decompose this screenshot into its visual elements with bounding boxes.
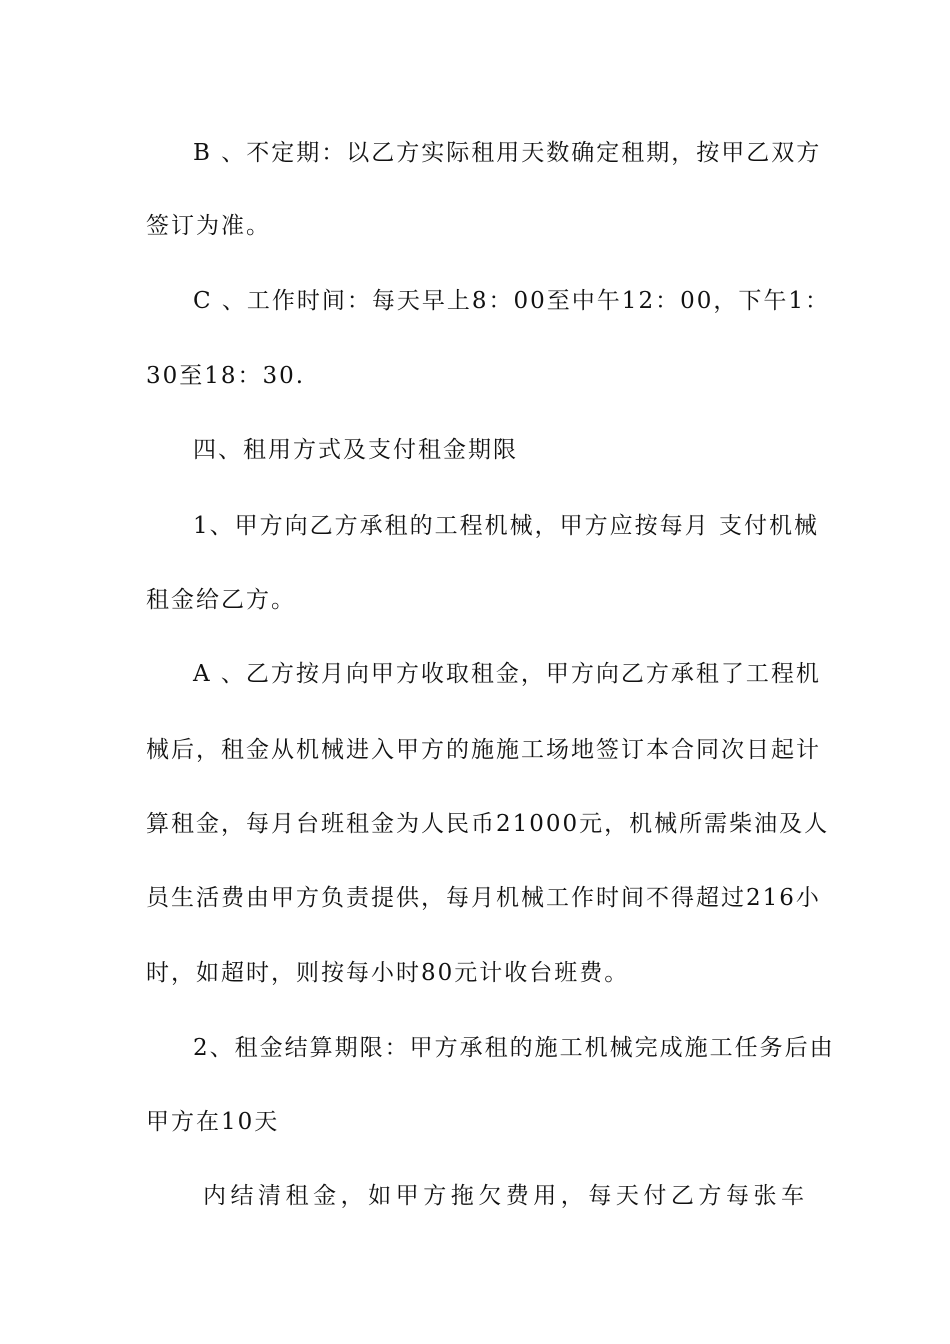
paragraph-line: A 、乙方按月向甲方收取租金，甲方向乙方承租了工程机 xyxy=(193,661,821,687)
paragraph-line: 租金给乙方。 xyxy=(146,587,296,613)
paragraph-line: 算租金，每月台班租金为人民币21000元，机械所需柴油及人 xyxy=(146,811,830,837)
paragraph-line: B 、不定期：以乙方实际租用天数确定租期，按甲乙双方 xyxy=(193,140,822,166)
paragraph-line: C 、工作时间：每天早上8：00至中午12：00，下午1： xyxy=(193,288,830,314)
paragraph-line: 2、租金结算期限：甲方承租的施工机械完成施工任务后由 xyxy=(193,1035,835,1061)
paragraph-line: 30至18：30. xyxy=(146,363,306,389)
paragraph-line: 甲方在10天 xyxy=(146,1109,280,1135)
paragraph-line: 内结清租金，如甲方拖欠费用，每天付乙方每张车 xyxy=(203,1183,806,1209)
paragraph-line: 员生活费由甲方负责提供，每月机械工作时间不得超过216小 xyxy=(146,885,821,911)
paragraph-line: 1、甲方向乙方承租的工程机械，甲方应按每月 支付机械 xyxy=(193,513,819,539)
paragraph-line: 械后，租金从机械进入甲方的施施工场地签订本合同次日起计 xyxy=(146,737,821,763)
paragraph-line: 签订为准。 xyxy=(146,213,271,239)
section-heading: 四、租用方式及支付租金期限 xyxy=(193,437,518,463)
paragraph-line: 时，如超时，则按每小时80元计收台班费。 xyxy=(146,960,630,986)
